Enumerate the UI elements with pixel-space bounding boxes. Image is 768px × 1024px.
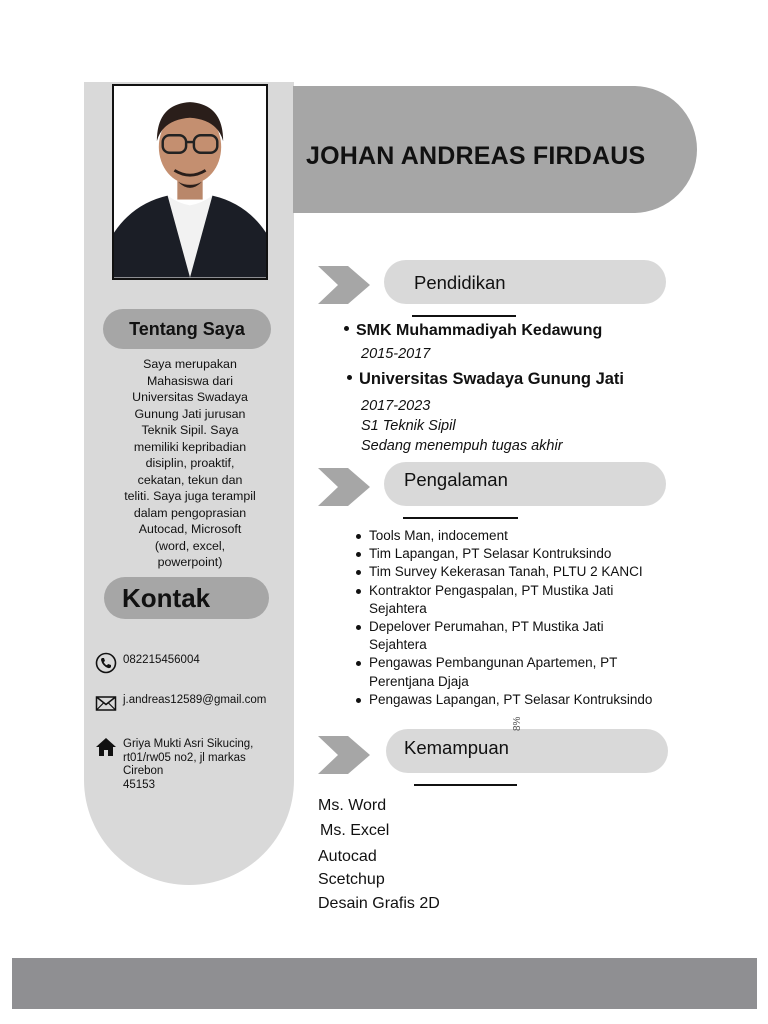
skill-item: Ms. Excel bbox=[320, 822, 390, 839]
profile-photo-image bbox=[114, 86, 266, 278]
list-item: Tim Survey Kekerasan Tanah, PLTU 2 KANCI bbox=[356, 563, 716, 581]
education-major-2: S1 Teknik Sipil bbox=[361, 418, 456, 434]
skills-title: Kemampuan bbox=[404, 737, 509, 758]
skill-item: Scetchup bbox=[318, 871, 385, 888]
chevron-right-icon bbox=[318, 736, 370, 774]
bullet-dot bbox=[344, 326, 349, 331]
bullet-dot bbox=[347, 375, 352, 380]
mail-icon bbox=[95, 692, 117, 714]
education-divider bbox=[412, 315, 516, 317]
skill-item: Ms. Word bbox=[318, 797, 387, 814]
contact-title: Kontak bbox=[122, 583, 211, 613]
skills-divider bbox=[414, 784, 517, 786]
contact-phone bbox=[95, 652, 295, 674]
list-item: Tools Man, indocement bbox=[356, 527, 716, 545]
chevron-right-icon bbox=[318, 266, 370, 304]
experience-divider bbox=[403, 517, 518, 519]
education-years-1: 2015-2017 bbox=[361, 346, 431, 362]
about-title: Tentang Saya bbox=[129, 319, 245, 339]
education-status-2: Sedang menempuh tugas akhir bbox=[361, 438, 563, 454]
list-item: Kontraktor Pengaspalan, PT Mustika Jati Sejahtera bbox=[356, 582, 656, 618]
full-name: JOHAN ANDREAS FIRDAUS bbox=[306, 142, 646, 170]
experience-title: Pengalaman bbox=[404, 469, 508, 490]
education-years-2: 2017-2023 bbox=[361, 398, 431, 414]
profile-photo bbox=[112, 84, 268, 280]
education-item-2 bbox=[347, 370, 624, 389]
skill-item: Autocad bbox=[318, 848, 377, 865]
about-text: Saya merupakan Mahasiswa dari Universitas Swadaya Gunung Jati jurusan Teknik Sipil. Saya memiliki kepribadian disiplin, proaktif, cekatan, tekun dan teliti. Saya juga terampil dalam pengoprasian Autocad, Microsoft (word, excel, powerpoint) bbox=[124, 357, 256, 569]
list-item: Depelover Perumahan, PT Mustika Jati Sejahtera bbox=[356, 618, 656, 654]
education-school-2: Universitas Swadaya Gunung Jati bbox=[359, 370, 624, 388]
education-title: Pendidikan bbox=[414, 272, 506, 293]
chevron-right-icon bbox=[318, 468, 370, 506]
education-school-1: SMK Muhammadiyah Kedawung bbox=[356, 322, 603, 339]
home-icon bbox=[95, 736, 117, 758]
contact-email bbox=[95, 692, 295, 714]
list-item: Tim Lapangan, PT Selasar Kontruksindo bbox=[356, 545, 716, 563]
phone-icon bbox=[95, 652, 117, 674]
stray-mark: 8% bbox=[512, 716, 523, 731]
phone-number: 082215456004 bbox=[123, 654, 200, 666]
list-item: Pengawas Lapangan, PT Selasar Kontruksindo bbox=[356, 691, 716, 709]
address-text: Griya Mukti Asri Sikucing, rt01/rw05 no2, jl markas Cirebon 45153 bbox=[123, 738, 254, 791]
contact-address bbox=[95, 736, 295, 796]
skill-item: Desain Grafis 2D bbox=[318, 895, 440, 912]
email-address: j.andreas12589@gmail.com bbox=[123, 694, 267, 706]
experience-list bbox=[356, 527, 716, 709]
footer-bar bbox=[12, 958, 757, 1009]
education-item-1 bbox=[344, 322, 602, 340]
list-item: Pengawas Pembangunan Apartemen, PT Perentjana Djaja bbox=[356, 654, 656, 690]
